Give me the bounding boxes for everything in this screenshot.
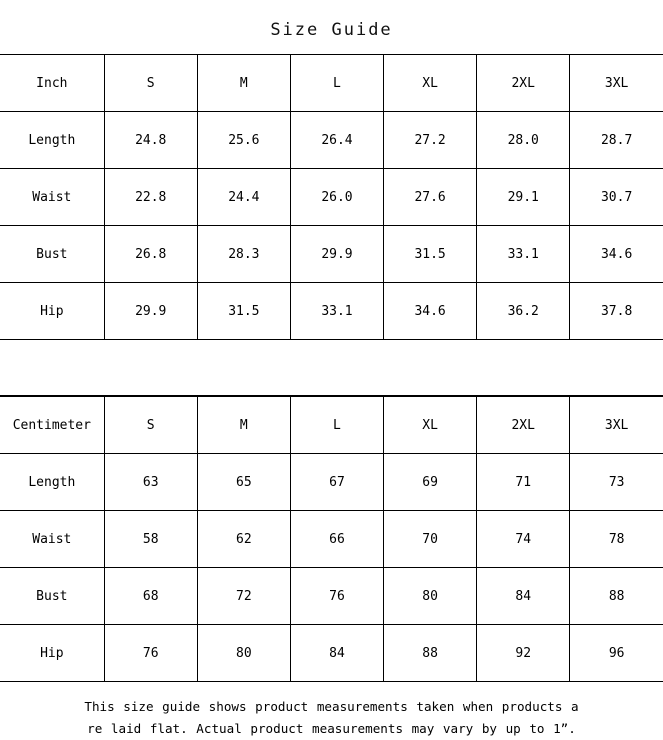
table-header-row [0, 397, 663, 454]
table-row [0, 169, 663, 226]
cell-length-2xl: 28.0 [477, 112, 570, 169]
table-row [0, 112, 663, 169]
cell-bust-m: 28.3 [197, 226, 290, 283]
cell-hip-3xl: 96 [570, 625, 663, 682]
cell-hip-m: 31.5 [197, 283, 290, 340]
cell-hip-s: 76 [104, 625, 197, 682]
cell-waist-l: 26.0 [290, 169, 383, 226]
table-row [0, 283, 663, 340]
size-header-m: M [197, 55, 290, 112]
cell-waist-xl: 70 [384, 511, 477, 568]
size-header-3xl: 3XL [570, 55, 663, 112]
cell-bust-l: 76 [290, 568, 383, 625]
cell-bust-xl: 31.5 [384, 226, 477, 283]
table-spacer [0, 340, 663, 396]
cell-hip-2xl: 92 [477, 625, 570, 682]
cell-waist-3xl: 78 [570, 511, 663, 568]
cell-hip-l: 33.1 [290, 283, 383, 340]
table-row [0, 511, 663, 568]
cell-bust-xl: 80 [384, 568, 477, 625]
cell-length-xl: 27.2 [384, 112, 477, 169]
row-label-bust: Bust [0, 568, 104, 625]
table-row [0, 625, 663, 682]
size-header-2xl: 2XL [477, 55, 570, 112]
cell-bust-3xl: 34.6 [570, 226, 663, 283]
cell-waist-m: 62 [197, 511, 290, 568]
cell-waist-xl: 27.6 [384, 169, 477, 226]
cell-length-xl: 69 [384, 454, 477, 511]
cell-length-l: 67 [290, 454, 383, 511]
cell-hip-s: 29.9 [104, 283, 197, 340]
size-header-m: M [197, 397, 290, 454]
table-row [0, 454, 663, 511]
size-header-2xl: 2XL [477, 397, 570, 454]
table-row [0, 568, 663, 625]
row-label-length: Length [0, 454, 104, 511]
cell-length-3xl: 73 [570, 454, 663, 511]
size-header-xl: XL [384, 397, 477, 454]
cell-hip-l: 84 [290, 625, 383, 682]
cell-length-3xl: 28.7 [570, 112, 663, 169]
cell-bust-3xl: 88 [570, 568, 663, 625]
note-line-1: This size guide shows product measurements taken when products a [84, 699, 579, 714]
cell-waist-2xl: 29.1 [477, 169, 570, 226]
cell-hip-m: 80 [197, 625, 290, 682]
cell-hip-xl: 88 [384, 625, 477, 682]
cell-length-s: 24.8 [104, 112, 197, 169]
cell-hip-xl: 34.6 [384, 283, 477, 340]
table-row [0, 226, 663, 283]
cell-hip-2xl: 36.2 [477, 283, 570, 340]
cell-waist-3xl: 30.7 [570, 169, 663, 226]
cell-bust-s: 26.8 [104, 226, 197, 283]
size-table-inch [0, 54, 663, 340]
page-title: Size Guide [270, 20, 393, 40]
size-guide-note [0, 682, 663, 740]
size-header-3xl: 3XL [570, 397, 663, 454]
cell-length-m: 65 [197, 454, 290, 511]
table-header-row [0, 55, 663, 112]
cell-length-2xl: 71 [477, 454, 570, 511]
unit-header: Inch [0, 55, 104, 112]
row-label-waist: Waist [0, 511, 104, 568]
row-label-bust: Bust [0, 226, 104, 283]
cell-bust-l: 29.9 [290, 226, 383, 283]
cell-bust-2xl: 84 [477, 568, 570, 625]
size-header-s: S [104, 397, 197, 454]
cell-bust-s: 68 [104, 568, 197, 625]
cell-waist-s: 58 [104, 511, 197, 568]
cell-waist-m: 24.4 [197, 169, 290, 226]
cell-waist-2xl: 74 [477, 511, 570, 568]
size-header-s: S [104, 55, 197, 112]
cell-waist-l: 66 [290, 511, 383, 568]
size-header-l: L [290, 55, 383, 112]
row-label-length: Length [0, 112, 104, 169]
size-header-xl: XL [384, 55, 477, 112]
row-label-hip: Hip [0, 625, 104, 682]
size-header-l: L [290, 397, 383, 454]
cell-length-l: 26.4 [290, 112, 383, 169]
cell-length-s: 63 [104, 454, 197, 511]
cell-bust-m: 72 [197, 568, 290, 625]
cell-waist-s: 22.8 [104, 169, 197, 226]
cell-length-m: 25.6 [197, 112, 290, 169]
cell-hip-3xl: 37.8 [570, 283, 663, 340]
note-line-2: re laid flat. Actual product measurements may vary by up to 1”. [87, 721, 576, 737]
row-label-waist: Waist [0, 169, 104, 226]
size-table-centimeter [0, 396, 663, 682]
unit-header: Centimeter [0, 397, 104, 454]
row-label-hip: Hip [0, 283, 104, 340]
cell-bust-2xl: 33.1 [477, 226, 570, 283]
